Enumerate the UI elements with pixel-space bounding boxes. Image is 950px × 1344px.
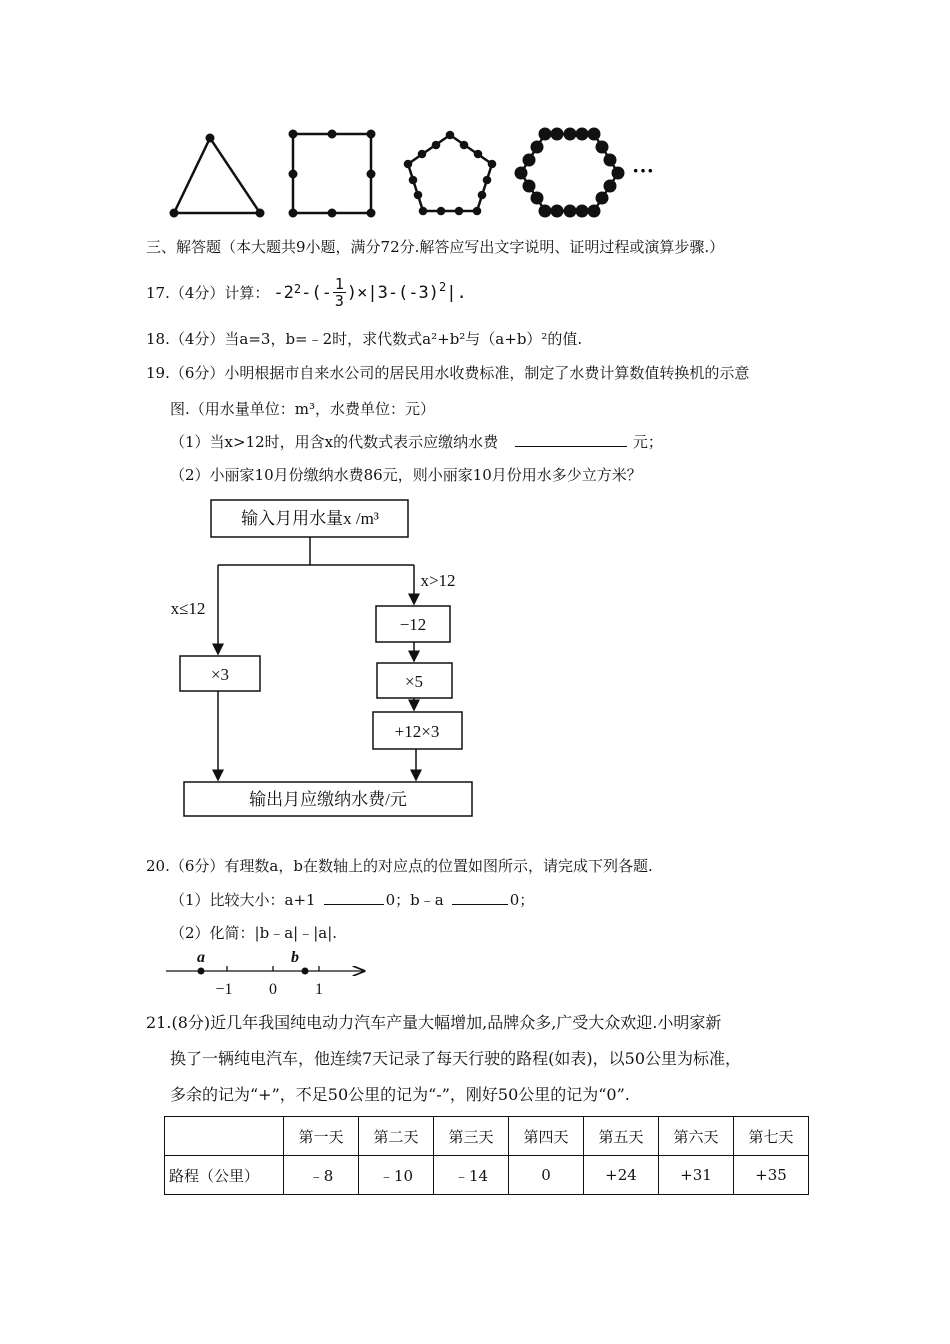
polygon-dot-pattern [160, 120, 700, 225]
q18: 18.（4分）当a=3，b=﹣2时，求代数式a²+b²与（a+b）²的值. [146, 330, 583, 348]
table-header: 第三天 [434, 1117, 509, 1156]
flow-cond-right: x>12 [420, 571, 456, 590]
q21-line3: 多余的记为“+”，不足50公里的记为“-”，刚好50公里的记为“0”. [170, 1085, 630, 1104]
tick-0: 0 [269, 981, 277, 998]
q19-part1: （1）当x>12时，用含x的代数式表示应缴纳水费 元； [170, 433, 663, 451]
q17-label: 17.（4分）计算： [146, 284, 270, 302]
flow-cond-left: x≤12 [170, 599, 206, 618]
point-b [302, 968, 309, 975]
q17 [146, 276, 467, 309]
water-fee-flowchart [150, 490, 490, 830]
q20-line1: 20.（6分）有理数a，b在数轴上的对应点的位置如图所示，请完成下列各题. [146, 857, 653, 875]
table-header: 第二天 [359, 1117, 434, 1156]
q20-part1: （1）比较大小：a+1 0；b﹣a 0； [170, 891, 535, 909]
label-b: b [291, 949, 299, 966]
point-a [198, 968, 205, 975]
table-row [165, 1156, 809, 1195]
mileage-table [164, 1116, 809, 1195]
flow-minus12-label: −12 [399, 615, 427, 634]
table-header-row [165, 1117, 809, 1156]
flow-plus-label: +12×3 [394, 722, 440, 741]
table-cell: ﹣10 [359, 1156, 434, 1195]
section3-heading: 三、解答题（本大题共9小题，满分72分.解答应写出文字说明、证明过程或演算步骤.） [146, 238, 725, 256]
fraction: 1 3 [334, 275, 344, 310]
label-a: a [197, 949, 205, 966]
number-line [160, 946, 380, 1002]
table-cell: +35 [734, 1156, 809, 1195]
table-header: 第一天 [284, 1117, 359, 1156]
table-cell: ﹣8 [284, 1156, 359, 1195]
q21-line1: 21.(8分)近几年我国纯电动力汽车产量大幅增加,品牌众多,广受大众欢迎.小明家新 [146, 1013, 722, 1032]
answer-blank[interactable] [452, 890, 508, 905]
answer-blank[interactable] [515, 432, 627, 447]
table-header: 第四天 [509, 1117, 584, 1156]
table-cell: ﹣14 [434, 1156, 509, 1195]
q21-line2: 换了一辆纯电汽车，他连续7天记录了每天行驶的路程(如表)，以50公里为标准， [170, 1049, 742, 1068]
table-cell: 0 [509, 1156, 584, 1195]
q19-line1: 19.（6分）小明根据市自来水公司的居民用水收费标准，制定了水费计算数值转换机的示意 [146, 364, 750, 382]
table-cell: +24 [584, 1156, 659, 1195]
table-header: 第六天 [659, 1117, 734, 1156]
tick-minus1: −1 [215, 981, 233, 998]
q19-part2: （2）小丽家10月份缴纳水费86元，则小丽家10月份用水多少立方米？ [170, 466, 642, 484]
table-header: 第七天 [734, 1117, 809, 1156]
flow-output-label: 输出月应缴纳水费/元 [249, 790, 407, 809]
ellipsis: ··· [632, 158, 655, 183]
q19-line2: 图.（用水量单位：m³，水费单位：元） [170, 400, 436, 418]
table-corner [165, 1117, 284, 1156]
tick-1: 1 [315, 981, 323, 998]
table-cell: +31 [659, 1156, 734, 1195]
flow-times3-label: ×3 [210, 665, 230, 684]
row-label: 路程（公里） [165, 1156, 284, 1195]
q20-part2: （2）化简：|b﹣a|﹣|a|. [170, 924, 338, 942]
table-header: 第五天 [584, 1117, 659, 1156]
flow-times5-label: ×5 [404, 672, 424, 691]
q17-expression: -2 $^2$ -(- 1 3 )×|3-(-3) $^2$ |. [273, 275, 467, 310]
answer-blank[interactable] [324, 890, 384, 905]
flow-input-label: 输入月用水量x /m³ [241, 509, 379, 528]
